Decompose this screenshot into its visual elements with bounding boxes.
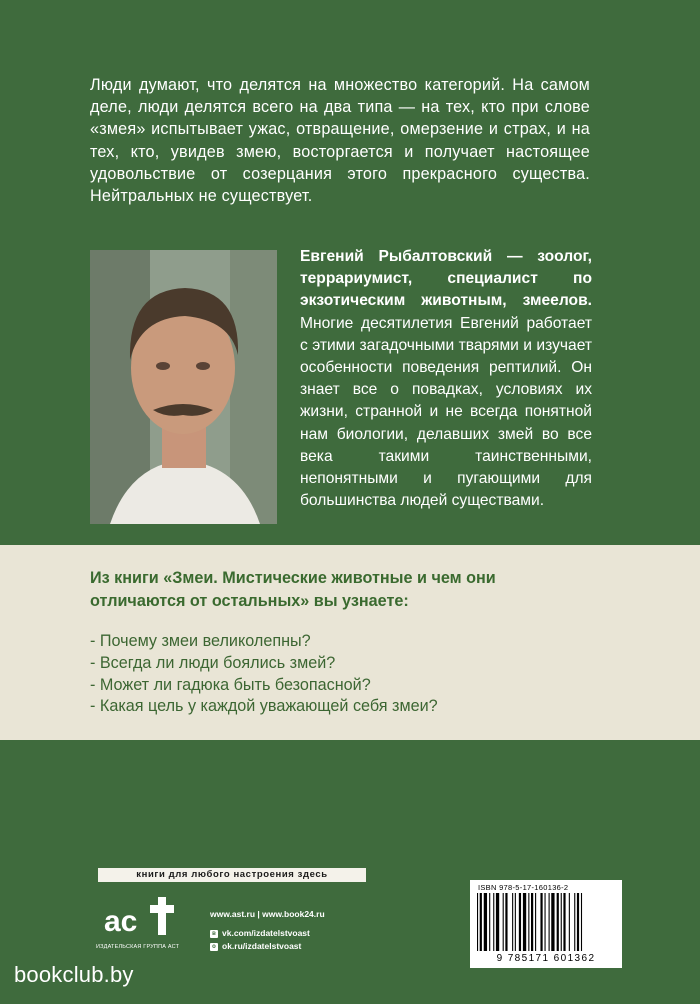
ok-link[interactable]: ok.ru/izdatelstvoast [222, 941, 302, 951]
barcode-bar [477, 893, 478, 951]
barcode-bar [549, 893, 550, 951]
barcode-bar [563, 893, 565, 951]
ast-logo [100, 893, 190, 961]
barcode-bar [493, 893, 494, 951]
isbn-label: ISBN 978-5-17-160136-2 [478, 883, 569, 892]
website-links[interactable]: www.ast.ru | www.book24.ru [210, 909, 325, 919]
author-bio [300, 246, 592, 512]
vk-link[interactable]: vk.com/izdatelstvoast [222, 928, 310, 938]
barcode-bar [480, 893, 482, 951]
barcode-bar [489, 893, 490, 951]
barcode-bar [569, 893, 570, 951]
barcode-bar [528, 893, 529, 951]
list-item: - Почему змеи великолепны? [90, 632, 311, 650]
barcode-bars [477, 893, 615, 953]
highlights-list [90, 631, 595, 718]
highlights-title: Из книги «Змеи. Мистические животные и чем они отличаются от остальных» вы узнаете: [90, 569, 496, 610]
author-bio-text: Многие десятилетия Евгений работает с этими загадочными тварями и изучает особенности поведения рептилий. Он знает все о повадках, условиях их жизни, странной и не всегда понятной нам биологии, делавших змей во все века такими таинственными, непонятными и пугающими для большинства людей существами. [300, 314, 592, 510]
vk-icon: в [210, 930, 218, 938]
barcode-bar [561, 893, 562, 951]
barcode [470, 880, 622, 968]
list-item: - Какая цель у каждой уважающей себя змеи? [90, 697, 438, 716]
barcode-bar [505, 893, 507, 951]
barcode-bar [574, 893, 575, 951]
barcode-bar [496, 893, 499, 951]
author-photo [90, 250, 277, 524]
barcode-bar [531, 893, 533, 951]
barcode-bar [519, 893, 521, 951]
author-bio-bold: Евгений Рыбалтовский — зоолог, террариумист, специалист по экзотическим животным, змеелов. [300, 248, 592, 310]
barcode-bar [515, 893, 516, 951]
barcode-bar [545, 893, 546, 951]
list-item: - Всегда ли люди боялись змей? [90, 653, 336, 672]
ok-icon: o [210, 943, 218, 951]
barcode-bar [503, 893, 504, 951]
list-item: - Может ли гадюка быть безопасной? [90, 675, 371, 694]
barcode-bar [523, 893, 526, 951]
barcode-bar [540, 893, 542, 951]
logo-subtitle: ИЗДАТЕЛЬСКАЯ ГРУППА АСТ [96, 944, 180, 950]
barcode-bar [581, 893, 582, 951]
barcode-digits: 9 785171 601362 [496, 953, 596, 964]
barcode-bar [557, 893, 559, 951]
barcode-bar [577, 893, 579, 951]
highlights-band [0, 545, 700, 740]
barcode-bar [512, 893, 513, 951]
barcode-bar [484, 893, 487, 951]
tagline: книги для любого настроения здесь [98, 868, 366, 882]
intro-paragraph: Люди думают, что делятся на множество категорий. На самом деле, люди делятся всего на два типа — на тех, кто при слове «змея» испытывает ужас, отвращение, омерзение и страх, и на тех, кто, увидев змею, восторгается и получает настоящее удовольствие от созерцания этого прекрасного существа. Нейтральных не существует. [90, 76, 590, 206]
barcode-bar [535, 893, 536, 951]
svg-text:ac: ac [104, 905, 138, 938]
publisher-links [210, 908, 325, 953]
watermark: bookclub.by [14, 962, 134, 987]
barcode-bar [551, 893, 554, 951]
